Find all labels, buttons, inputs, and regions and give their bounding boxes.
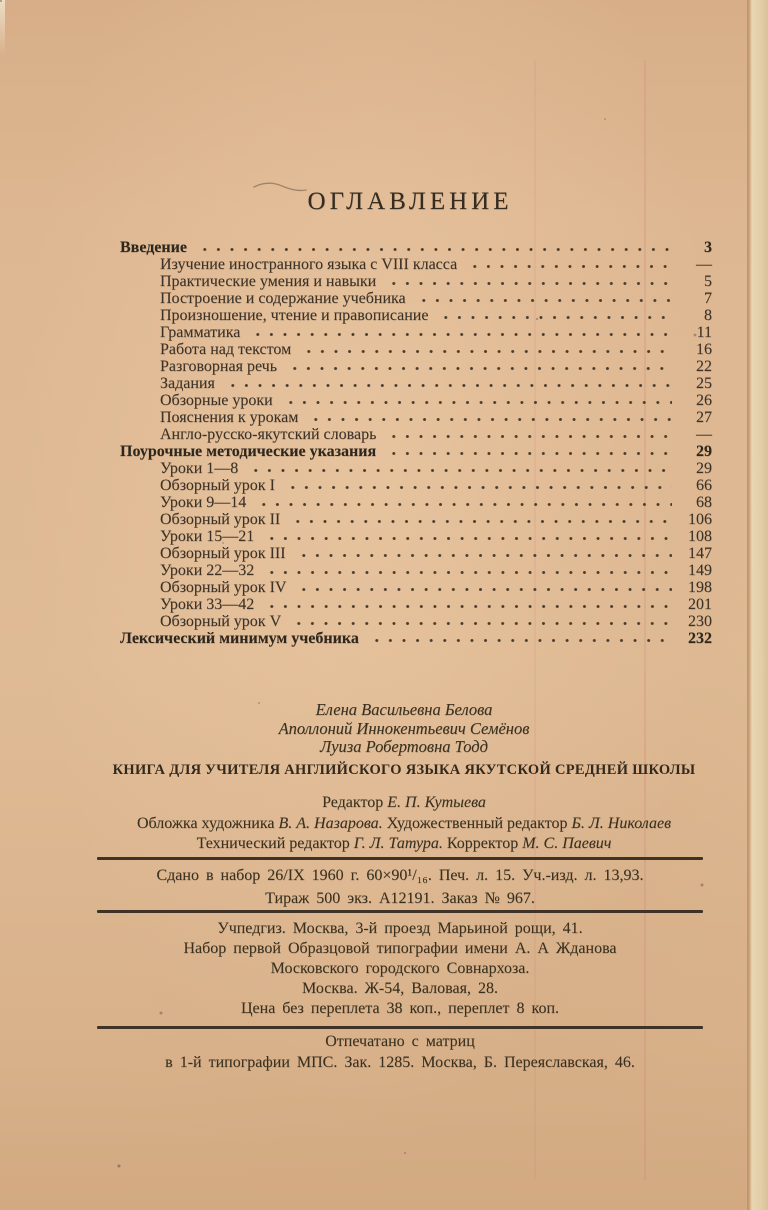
toc-entry-label: Англо-русско-якутский словарь <box>160 426 377 443</box>
credit-person-name: М. С. Паевич <box>522 835 612 852</box>
toc-entry-label: Обзорный урок IV <box>160 579 287 596</box>
divider-rule-top <box>97 857 703 860</box>
dot-leader <box>384 445 672 460</box>
toc-entry-label: Грамматика <box>160 324 241 341</box>
toc-row <box>120 596 712 613</box>
toc-entry-label: Введение <box>120 239 187 256</box>
toc-entry-label: Произношение, чтение и правописание <box>160 307 429 324</box>
imprint-line: Набор первой Образцовой типографии имени А. А Жданова <box>183 940 617 957</box>
toc-page-number: 198 <box>688 579 712 596</box>
page-edge <box>747 0 768 1210</box>
toc-page-number: 106 <box>688 511 712 528</box>
dot-leader <box>246 462 672 477</box>
toc-page-number: 22 <box>696 358 712 375</box>
credits-line <box>74 834 734 855</box>
toc-row <box>120 477 712 494</box>
credit-person-name: Б. Л. Николаев <box>571 814 672 832</box>
toc-entry-label: Поурочные методические указания <box>120 443 377 460</box>
toc-page-number: — <box>696 256 712 273</box>
credit-role-label: Технический редактор <box>196 835 354 852</box>
toc-row <box>120 579 712 596</box>
toc-page-number: 66 <box>696 477 712 494</box>
toc-row <box>120 426 712 443</box>
toc-page-number: 29 <box>696 443 712 460</box>
toc-row <box>120 443 712 460</box>
dot-leader <box>384 428 672 443</box>
author-name: Луиза Робертовна Тодд <box>320 737 488 756</box>
imprint-line: Москва. Ж-54, Валовая, 28. <box>302 980 498 997</box>
toc-page-number: 8 <box>704 307 712 324</box>
dot-leader <box>254 496 672 511</box>
dot-leader <box>306 411 672 426</box>
toc-entry-label: Уроки 1—8 <box>160 460 239 477</box>
toc-entry-label: Уроки 33—42 <box>160 596 255 613</box>
dot-leader <box>294 581 672 596</box>
toc-page-number: 27 <box>696 409 712 426</box>
toc-page-number: 230 <box>688 613 712 630</box>
toc-row <box>120 358 712 375</box>
credit-person-name: Г. Л. Татура. <box>353 835 443 852</box>
toc-row <box>120 307 712 324</box>
editors-block <box>74 793 734 855</box>
toc-entry-label: Обзорные уроки <box>160 392 273 409</box>
toc-row <box>120 341 712 358</box>
dot-leader <box>294 547 672 562</box>
toc-row <box>120 290 712 307</box>
toc-row <box>120 562 712 579</box>
credit-person-name: В. А. Назарова. <box>278 814 383 832</box>
toc-entry-label: Обзорный урок II <box>160 511 281 528</box>
toc-row <box>120 409 712 426</box>
toc-row <box>120 392 712 409</box>
toc-row <box>120 460 712 477</box>
toc-page-number: 149 <box>688 562 712 579</box>
toc-page-number: 68 <box>696 494 712 511</box>
imprint-line: Учпедгиз. Москва, 3-й проезд Марьиной рощи, 41. <box>217 920 583 937</box>
toc-row <box>120 256 712 273</box>
dot-leader <box>285 360 672 375</box>
toc-entry-label: Лексический минимум учебника <box>120 630 359 647</box>
toc-entry-label: Уроки 15—21 <box>160 528 255 545</box>
toc-entry-label: Изучение иностранного языка с VIII класса <box>160 256 458 273</box>
credit-role-label: Редактор <box>322 794 388 811</box>
page-title: ОГЛАВЛЕНИЕ <box>307 188 513 215</box>
toc-page-number: 16 <box>696 341 712 358</box>
printing-house-block <box>82 1032 718 1073</box>
dot-leader <box>465 258 672 273</box>
toc-page-number: 25 <box>696 375 712 392</box>
toc-row <box>120 630 712 647</box>
toc-row <box>120 613 712 630</box>
imprint-line: Тираж 500 экз. А12191. Заказ № 967. <box>265 889 535 907</box>
imprint-line: Сдано в набор 26/IX 1960 г. 60×90¹/₁₆. Печ. л. 15. Уч.-изд. л. 13,93. <box>156 867 644 884</box>
toc-row <box>120 494 712 511</box>
divider-rule-middle <box>97 910 703 913</box>
dot-leader <box>288 513 672 528</box>
dot-leader <box>281 394 672 409</box>
toc-page-number: 201 <box>688 596 712 613</box>
dot-leader <box>223 377 672 392</box>
toc-row <box>120 324 712 341</box>
toc-row <box>120 528 712 545</box>
credit-role-label: Корректор <box>442 835 523 852</box>
toc-row <box>120 239 712 256</box>
toc-row <box>120 545 712 562</box>
toc-entry-label: Построение и содержание учебника <box>160 290 406 307</box>
imprint-line: в 1-й типографии МПС. Зак. 1285. Москва, Б. Переяславская, 46. <box>165 1053 635 1071</box>
toc-entry-label: Пояснения к урокам <box>160 409 299 426</box>
dot-leader <box>248 326 672 341</box>
toc-entry-label: Работа над текстом <box>160 341 292 358</box>
dot-leader <box>436 309 672 324</box>
credit-role-label: Обложка художника <box>136 814 279 832</box>
dot-leader <box>289 615 672 630</box>
toc-entry-label: Разговорная речь <box>160 358 277 375</box>
dot-leader <box>384 275 672 290</box>
book-title-caps: КНИГА ДЛЯ УЧИТЕЛЯ АНГЛИЙСКОГО ЯЗЫКА ЯКУТСКОЙ СРЕДНЕЙ ШКОЛЫ <box>112 762 696 778</box>
dot-leader <box>414 292 672 307</box>
toc-page-number: — <box>696 426 712 443</box>
author-name: Аполлоний Иннокентьевич Семёнов <box>278 718 530 738</box>
toc-entry-label: Обзорный урок III <box>160 545 286 562</box>
dot-leader <box>283 479 672 494</box>
toc-entry-label: Уроки 9—14 <box>160 494 247 511</box>
toc-row <box>120 511 712 528</box>
credit-role-label: Художественный редактор <box>382 814 572 832</box>
table-of-contents <box>120 239 712 647</box>
toc-entry-label: Обзорный урок I <box>160 477 275 494</box>
dot-leader <box>262 564 672 579</box>
toc-row <box>120 375 712 392</box>
divider-rule-bottom <box>97 1026 703 1029</box>
toc-page-number: 232 <box>688 630 712 647</box>
dot-leader <box>195 241 672 256</box>
toc-page-number: 29 <box>696 460 712 477</box>
publisher-block <box>82 919 718 1019</box>
toc-entry-label: Задания <box>160 375 215 392</box>
toc-page-number: 147 <box>688 545 712 562</box>
imprint-line: Отпечатано с матриц <box>325 1033 475 1050</box>
toc-entry-label: Уроки 22—32 <box>160 562 255 579</box>
author-name: Елена Васильевна Белова <box>315 700 493 719</box>
dot-leader <box>367 632 672 647</box>
toc-entry-label: Практические умения и навыки <box>160 273 377 290</box>
paper-specks <box>0 0 2 2</box>
imprint-line: Московского городского Совнархоза. <box>270 960 530 977</box>
print-data-block <box>82 865 718 910</box>
toc-page-number: 7 <box>704 290 712 307</box>
dot-leader <box>299 343 672 358</box>
imprint-line: Цена без переплета 38 коп., переплет 8 коп. <box>240 1000 560 1017</box>
dot-leader <box>262 530 672 545</box>
credit-person-name: Е. П. Кутыева <box>387 794 486 811</box>
toc-row <box>120 273 712 290</box>
toc-page-number: 5 <box>704 273 712 290</box>
toc-page-number: 11 <box>696 324 712 341</box>
toc-page-number: 108 <box>688 528 712 545</box>
authors-block <box>84 701 724 757</box>
scan-edge-highlight <box>0 0 5 56</box>
credits-line <box>74 814 734 835</box>
credits-line <box>74 793 734 814</box>
toc-page-number: 26 <box>696 392 712 409</box>
toc-entry-label: Обзорный урок V <box>160 613 282 630</box>
dot-leader <box>262 598 672 613</box>
toc-page-number: 3 <box>704 239 712 256</box>
